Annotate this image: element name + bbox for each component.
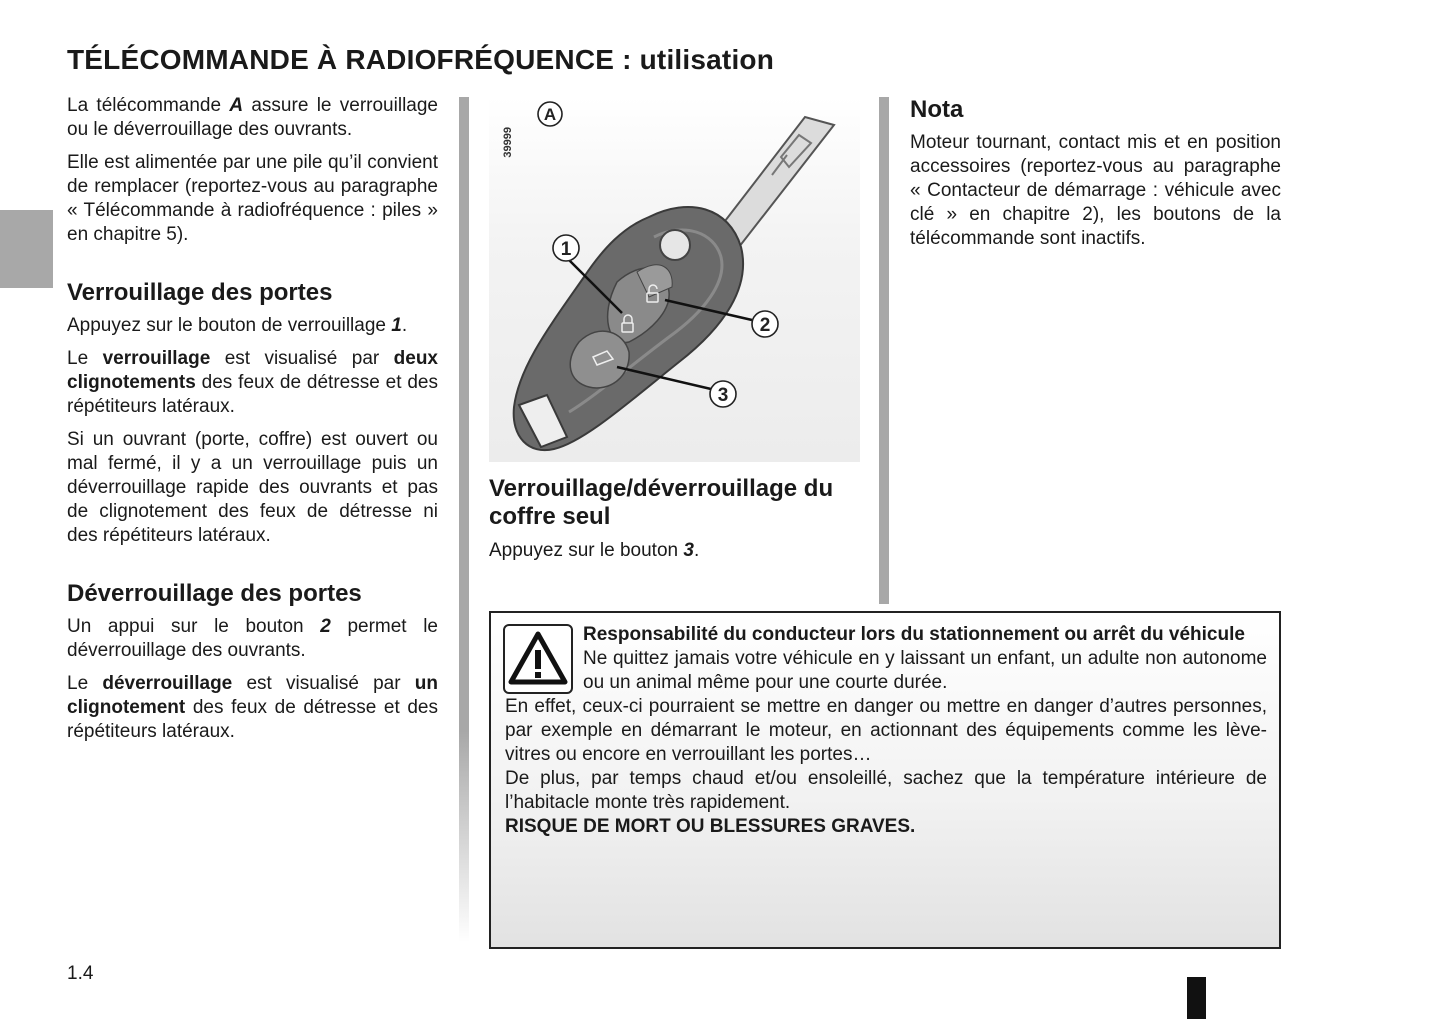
warning-paragraph-2: En effet, ceux-ci pourraient se mettre en danger ou mettre en danger d’autres personnes, par exemple en démarrant le moteur, en actionnant des équipements comme les lève-vitres ou encore en verrouillant les portes… bbox=[505, 696, 1267, 765]
page-number: 1.4 bbox=[67, 963, 94, 984]
trunk-paragraph: Appuyez sur le bouton 3. bbox=[489, 540, 700, 561]
page-edge-mark bbox=[1187, 977, 1206, 1019]
left-column bbox=[67, 94, 438, 753]
label-3: 3 bbox=[717, 385, 729, 406]
figure-code: 39999 bbox=[502, 127, 514, 158]
key-illustration bbox=[489, 97, 860, 462]
lock-paragraph-3: Si un ouvrant (porte, coffre) est ouvert ou mal fermé, il y a un verrouillage puis un déverrouillage rapide des ouvrants et pas de clignotement des feux de détresse ni des répétiteurs latéraux. bbox=[67, 429, 438, 546]
unlock-paragraph-1: Un appui sur le bouton 2 permet le déverrouillage des ouvrants. bbox=[67, 616, 438, 661]
trunk-heading: Verrouillage/déverrouillage du coffre seul bbox=[489, 475, 834, 530]
label-2: 2 bbox=[759, 315, 771, 336]
middle-column bbox=[489, 475, 859, 572]
fold-button bbox=[660, 230, 690, 260]
warning-heading: Responsabilité du conducteur lors du stationnement ou arrêt du véhicule bbox=[583, 624, 1245, 645]
warning-paragraph-3: De plus, par temps chaud et/ou ensoleillé, sachez que la température intérieure de l’habitacle monte très rapidement. bbox=[505, 768, 1267, 813]
unlock-paragraph-2: Le déverrouillage est visualisé par un clignotement des feux de détresse et des répétiteurs latéraux. bbox=[67, 673, 438, 742]
intro-paragraph-2: Elle est alimentée par une pile qu’il convient de remplacer (reportez-vous au paragraphe « Télécommande à radiofréquence : piles » en chapitre 5). bbox=[67, 152, 438, 245]
label-1: 1 bbox=[560, 239, 572, 260]
warning-paragraph-4: RISQUE DE MORT OU BLESSURES GRAVES. bbox=[505, 816, 916, 837]
warning-paragraph-1: Ne quittez jamais votre véhicule en y laissant un enfant, un adulte non autonome ou un animal même pour une courte durée. bbox=[583, 648, 1267, 693]
column-divider-left bbox=[459, 97, 469, 942]
key-blade bbox=[715, 117, 834, 247]
nota-paragraph: Moteur tournant, contact mis et en position accessoires (reportez-vous au paragraphe « Contacteur de démarrage : véhicule avec clé » en chapitre 2), les boutons de la télécommande sont inactifs. bbox=[910, 132, 1281, 249]
key-drawing bbox=[489, 97, 860, 462]
page-title: TÉLÉCOMMANDE À RADIOFRÉQUENCE : utilisation bbox=[67, 44, 775, 75]
warning-text bbox=[505, 623, 1267, 839]
warning-box bbox=[489, 611, 1281, 949]
column-divider-right bbox=[879, 97, 889, 604]
nota-heading: Nota bbox=[910, 96, 964, 123]
intro-paragraph-1: La télécommande A assure le verrouillage ou le déverrouillage des ouvrants. bbox=[67, 95, 438, 140]
label-a: A bbox=[543, 105, 557, 124]
chapter-tab bbox=[0, 210, 53, 288]
lock-heading: Verrouillage des portes bbox=[67, 279, 333, 306]
nota-column bbox=[910, 95, 1281, 260]
lock-paragraph-1: Appuyez sur le bouton de verrouillage 1. bbox=[67, 315, 408, 336]
unlock-heading: Déverrouillage des portes bbox=[67, 580, 362, 607]
lock-paragraph-2: Le verrouillage est visualisé par deux clignotements des feux de détresse et des répétiteurs latéraux. bbox=[67, 348, 438, 417]
